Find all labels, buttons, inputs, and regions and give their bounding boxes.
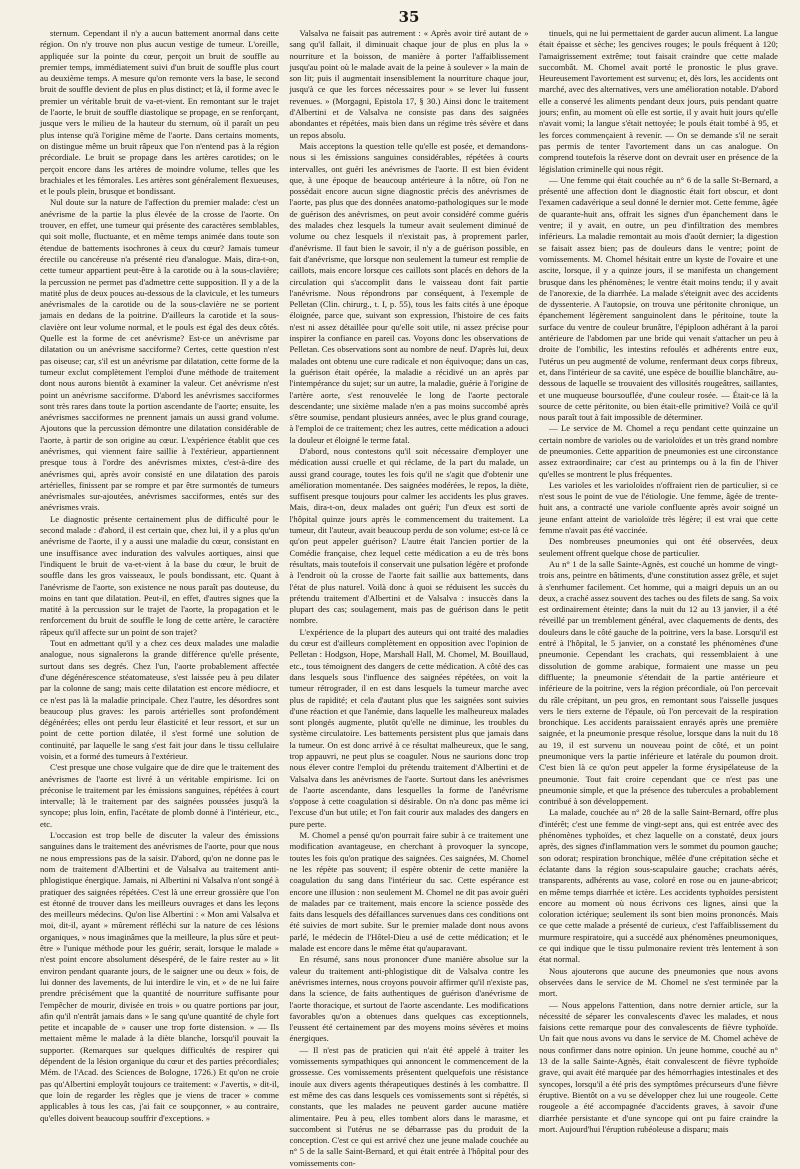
paragraph: — Nous appelons l'attention, dans notre dernier article, sur la nécessité de séparer les convalescents d'avec les malades, et nous faisions cette remarque pour des convalescents de fièvre typhoïde. Un fait que nous avons vu dans le service de M. Chomel achève de nous confirmer dans notre opinion. Un jeune homme, couché au n° 13 de la salle Sainte-Agnès, était convalescent de fièvre typhoïde grave, qui avait été marquée par des hémorrhagies intestinales et des syncopes, lorsqu'il a été pris des symptômes précurseurs d'une fièvre éruptive. Bientôt on a vu se développer chez lui une rougeole. Cette rougeole a été accompagnée d'accidents graves, à savoir d'une diarrhée persistante et d'une syncope qui ont pu faire craindre la mort. Aujourd'hui l'éruption rubéoleuse a disparu; mais [539, 999, 778, 1134]
paragraph: L'occasion est trop belle de discuter la valeur des émissions sanguines dans le traitement des anévrismes de l'aorte, pour que nous ne nous empressions pas de la saisir. D'abord, qu'on ne donne pas le nom de traitement d'Albertini et de Valsalva au traitement anti-phlogistique énergique. Jamais, ni Albertini ni Valsalva n'ont songé à pratiquer des saignées répétées. C'est là une erreur grossière que l'on est étonné de trouver dans les meilleurs ouvrages et dans les leçons des meilleurs médecins. Qu'on lise Albertini : « Mon ami Valsalva et moi, dit-il, ayant » mûrement réfléchi sur la nature de ces lésions organiques, » nous imaginâmes que la meilleure, la plus sûre et peut-être » l'unique méthode pour les guérir, serait, lorsque le malade » n'est point encore absolument désespéré, de le faire rester au » lit environ pendant quarante jours, de le saigner une ou deux » fois, de lui donner des lavements, de lui interdire le vin, et » de ne lui faire prendre précisément que la quantité de nourriture suffisante pour l'empêcher de mourir, divisée en trois » ou quatre portions par jour, afin qu'il n'entrât jamais dans » le sang qu'une quantité de chyle fort petite et incapable de » causer une trop forte distension. » — Ils mettaient même le malade à la diète blanche, lorsqu'il pouvait la supporter. (Remarques sur quelques difficultés de respirer qui dépendent de la lésion organique du cœur et des parties précordiales; Mém. de l'Acad. des Sciences de Bologne, 1726.) Et qu'on ne croie pas qu'Albertini employât toujours ce traitement: « J'avertis, » dit-il, que loin de regarder les règles que je viens de tracer » comme applicables à tous les cas, j'ai fait ce soupçonner, » au contraire, qu'elles doivent beaucoup souffrir d'exceptions. » [40, 830, 279, 1123]
paragraph: En résumé, sans nous prononcer d'une manière absolue sur la valeur du traitement anti-phlogistique dit de Valsalva contre les anévrismes internes, nous croyons pouvoir affirmer qu'il n'existe pas, dans la science, de faits authentiques de guérison d'anévrisme de l'aorte thoracique, et surtout de l'aorte ascendante. Les modifications favorables qu'on a obtenues dans quelques cas exceptionnels, l'eussent été certainement par des moyens moins sévères et moins énergiques. [289, 954, 529, 1044]
paragraph: Des nombreuses pneumonies qui ont été observées, deux seulement offrent quelque chose de particulier. [539, 536, 778, 558]
paragraph: — Le service de M. Chomel a reçu pendant cette quinzaine un certain nombre de varioles ou de varioloïdes et un très grand nombre de pneumonies. Cette apparition de pneumonies est une circonstance assez extraordinaire; car c'est au printemps ou à la fin de l'hiver qu'elles se montrent le plus fréquentes. [539, 423, 778, 479]
paragraph: La malade, couchée au n° 28 de la salle Saint-Bernard, offre plus d'intérêt; c'est une femme de vingt-sept ans, qui est entrée avec des phénomènes typhoïdes, et chez laquelle on a constaté, deux jours après, des signes d'inflammation vers le sommet du poumon gauche; son odorat; respiration bronchique, mêlée d'une crépitation sèche et éclatante dans la région sous-scapulaire gauche; crachats aérés, transparents, adhérents au vase, coloré en rose ou en jaune-abricot; en même temps diarrhée et ictère. Les accidents typhoïdes persistent encore au moment où nous écrivons ces lignes, ainsi que la coloration ictérique; seulement ils sont bien moins prononcés. Mais ce que cette malade a présenté de curieux, c'est l'affaiblissement du murmure respiratoire, qui a succédé aux phénomènes pneumoniques, ce qui indique que le tissu pulmonaire revient très lentement à son état normal. [539, 807, 778, 965]
text-column-right [539, 28, 778, 1134]
paragraph: Nul doute sur la nature de l'affection du premier malade: c'est un anévrisme de la partie la plus élevée de la crosse de l'aorte. On trouver, en effet, une tumeur qui présente des caractères semblables, qui soit molle, fluctuante, et en même temps animée dans toute son étendue de battements isochrones à ceux du cœur? Jamais tumeur érectile ou cancéreuse n'a présenté rieu d'analogue. Mais, dira-t-on, cette tumeur appartient peut-être à la carotide ou à la sous-clavière; la percussion ne permet pas d'admettre cette supposition. Il y a de la matité plus de deux pouces au-dessous de la clavicule, et les tumeurs anévrismales de la carotide ou de la sous-clavière ne se portent jamais en dedans de la poitrine. D'ailleurs la carotide et la sous-clavière ont leur volume normal, et le pouls est égal des deux côtés. Quelle est la forme de cet anévrisme? Est-ce un anévrisme par dilatation ou un anévrisme sacciforme? Certes, cette question n'est pas oiseuse; car, s'il est un anévrisme par dilatation, cette forme de la tumeur exclut complètement l'emploi d'une méthode de traitement dont nous aurons bientôt à examiner la valeur. Cet anévrisme n'est point un anévrisme sacciforme. D'abord les anévrismes sacciformes sont très rares dans toute la portion ascendante de l'aorte; ensuite, les anévrismes sacciformes ne prennent jamais un aussi grand volume. Ajoutons que la percussion démontre une dilatation considérable de l'aorte, à partir de son origine au cœur. L'expérience établit que ces anévrismes, qui viennent faire saillie à l'extérieur, appartiennent presque tous à l'ordre des anévrismes mixtes, c'est-à-dire des anévrismes qui, après avoir consisté en une dilatation des parois artérielles, finissent par se rompre et par être surmontés de tumeurs anévrismales sur-ajoutées, anévrismes sacciformes, entés sur des anévrismes vrais. [40, 197, 279, 513]
paragraph: — Il n'est pas de praticien qui n'ait été appelé à traiter les vomissements sympathiques qui annoncent le commencement de la grossesse. Ces vomissements présentent quelquefois une résistance inouïe aux divers agents thérapeutiques destinés à les combattre. Il est même des cas dans lesquels ces vomissements sont si répétés, si constants, que les malades ne peuvent garder aucune matière alimentaire. Peu à peu, elles tombent alors dans le marasme, et succombent si l'utérus ne se débarrasse pas du produit de la conception. C'est ce qui est arrivé chez une jeune malade couchée au n° 5 de la salle Saint-Bernard, et qui était entrée à l'hôpital pour des vomissements con- [289, 1044, 529, 1168]
text-column-left [40, 28, 279, 1123]
paragraph: Tout en admettant qu'il y a chez ces deux malades une maladie analogue, nous signalerons la grande différence qu'elle présente, surtout dans ses degrés. Chez l'un, l'aorte probablement affectée d'une dégénérescence stéatomateuse, s'est laissée peu à peu dilater par la colonne de sang; mais cette dilatation est encore médiocre, et ce n'est pas là la maladie principale. Chez l'autre, les désordres sont beaucoup plus graves: les parois artérielles sont profondément dégénérées; elles ont perdu leur élasticité et leur ressort, et sur un point de cette portion dilatée, il s'est formé une solution de continuité, par laquelle le sang s'est fait jour dans le tissu cellulaire voisin, et a formé des tumeurs à l'extérieur. [40, 638, 279, 761]
paragraph: Nous ajouterons que aucune des pneumonies que nous avons observées dans le service de M. Chomel ne s'est terminée par la mort. [539, 965, 778, 999]
paragraph: Le diagnostic présente certainement plus de difficulté pour le second malade : d'abord, il est certain que, chez lui, il y a plus qu'un anévrisme de l'aorte, il y a aussi une maladie du cœur, consistant en une insuffisance avec induration des valvules aortiques, ainsi que l'indiquent le bruit de va-et-vient à la base du cœur, le bruit de souffle dans les gros vaisseaux, le pouls bondissant, etc. Quant à l'anévrisme de l'aorte, son existence ne nous paraît pas douteuse, du moins en tant que dilatation. Peut-il, en effet, d'autres signes que la matité à la percussion sur le trajet de l'aorte, la propagation et le renforcement du bruit de souffle le long de cette artère, le caractère râpeux qu'il affecte sur un point de son trajet? [40, 513, 279, 637]
paragraph: tinuels, qui ne lui permettaient de garder aucun aliment. La langue était épaisse et sèche; les gencives rouges; le pouls fréquent à 120; l'amaigrissement extrême; tout faisait craindre que cette malade succombât. M. Chomel avait porté le pronostic le plus grave. Heureusement l'avortement est survenu; et, dès lors, les accidents ont marché, avec des alternatives, vers une amélioration notable. D'abord elle a conservé les aliments pendant deux jours, puis pendant quatre jours; enfin, au moment où elle est sortie, il y avait huit jours qu'elle n'avait vomi; la langue s'était nettoyée; le pouls était tombé à 95, et les forces commençaient à revenir. — On se demande s'il ne serait pas permis de tenter l'avortement dans un cas analogue. On comprend toutefois la réserve dont on devrait user en présence de la législation criminelle qui nous régit. [539, 28, 778, 174]
paragraph: Au n° 1 de la salle Sainte-Agnès, est couché un homme de vingt-trois ans, peintre en bâtiments, d'une constitution assez grêle, et sujet à s'enrhumer facilement. Cet homme, qui a maigri depuis un an ou deux, a craché assez souvent des taches ou des filets de sang. Sa voix est ordinairement éteinte; dans la nuit du 12 au 13 janvier, il a été réveillé par un tremblement général, avec claquements de dents, des douleurs dans le côté gauche de la poitrine, vers la base. Lorsqu'il est entré à l'hôpital, le 5 janvier, on a constaté les phénomènes d'une pneumonie. Cependant les crachats, qui ressemblaient à une dissolution de gomme arabique, formaient une masse un peu diffluente; la pneumonie s'étendait de la partie antérieure et inférieure de la poitrine, vers la région précordiale, où l'on percevait du râle crépitant, un peu gros, en remontant sous l'aisselle jusques vers le tiers externe de l'épaule, où l'on percevait de la respiration bronchique. Les accidents paraissaient enrayés après une première saignée, et la pneumonie presque résolue, lorsque dans la nuit du 18 au 19, il est survenu un nouveau point de côté, et un point pneumonique vers la partie inférieure et latérale du poumon droit. C'est bien là ce qu'on peut appeler la forme érysipélateuse de la pneumonie. Tout fait croire cependant que ce n'est pas une pneumonie simple, et que la présence des tubercules a probablement contribué à son développement. [539, 558, 778, 807]
paragraph: Valsalva ne faisait pas autrement : « Après avoir tiré autant de » sang qu'il fallait, il diminuait chaque jour de plus en plus la » nourriture et la boisson, de manière à porter l'affaiblissement jusqu'au point où le malade avait de la peine à soulever » la main de son lit; puis il augmentait insensiblement la nourriture chaque jour, jusqu'à ce que les forces nécessaires pour » se lever lui fussent revenues. » (Morgagni, Epistola 17, § 30.) Ainsi donc le traitement d'Albertini et de Valsalva ne consiste pas dans des saignées abondantes et répétées, mais bien dans un régime très sévère et dans un repos absolu. [289, 28, 529, 140]
paragraph: — Une femme qui était couchée au n° 6 de la salle St-Bernard, a présenté une affection dont le diagnostic était fort obscur, et dont l'examen cadavérique a seul donné le dernier mot. Cette femme, âgée de quarante-huit ans, offrait les signes d'un épanchement dans le ventre; il y avait, en outre, un peu d'infiltration des membres inférieurs. La maladie remontait au mois d'août dernier; la digestion se faisait assez bien; pas de douleurs dans le ventre; point de vomissements. M. Chomel hésitait entre un kyste de l'ovaire et une ascite, lorsque, il y a quinze jours, il se manifesta un changement brusque dans les phénomènes; le ventre était moins tendu; il y avait de l'anorexie, de la diarrhée. La malade s'éteignit avec des accidents de dyssenterie. A l'autopsie, on trouva une péritonite chronique, un épanchement légèrement sanguinolent dans le péritoine, toute la surface du ventre de couleur brunâtre, l'épiploon adhérant à la paroi antérieure de l'abdomen par une bride qui venait s'attacher un peu à droite de l'ombilic, les intestins refoulés et adhérents entre eux, l'utérus un peu augmenté de volume, renfermant deux corps fibreux, et, dans l'intérieur de sa cavité, une espèce de bouillie blanchâtre, au-dessous de laquelle se trouvaient des villosités rougeâtres, saillantes, et une muqueuse boursouflée, d'une couleur rosée. — Était-ce là la source de cette péritonite, ou bien était-elle primitive? Voilà ce qu'il nous paraît tout à fait impossible de déterminer. [539, 174, 778, 423]
paragraph: Mais acceptons la question telle qu'elle est posée, et demandons-nous si les émissions sanguines considérables, répétées à courts intervalles, ont guéri les anévrismes de l'aorte. Il est bien évident que, à une époque de beaucoup antérieure à la nôtre, où l'on ne possédait encore aucun signe diagnostic précis des anévrismes de l'aorte, pas plus que des données anatomo-pathologiques sur le mode de guérison des anévrismes, on peut avoir considéré comme guéris des malades chez lesquels la tumeur avait seulement diminué de volume ou chez lesquels il n'existait pas, à proprement parler, d'anévrisme. Il faut bien le savoir, il n'y a de guérison possible, en fait d'anévrisme, que lorsque non seulement la tumeur est remplie de caillots, mais encore lorsque ces caillots sont placés en dehors de la circulation qui s'accomplit dans le vaisseau dont fait partie l'anévrisme. Nous répondrons par conséquent, à l'exemple de Pelletan (Clin. chirurg., t. I, p. 55), tous les faits cités à une époque éloignée, parce que, suivant son expression, l'histoire de ces faits n'est ni assez détaillée pour qu'elle soit utile, ni assez précise pour inspirer la confiance en pareil cas. Voyons donc les observations de Pelletan. Ces observations sont au nombre de neuf. D'après lui, deux malades ont obtenu une cure radicale et non équivoque; dans un cas, la guérison était opérée, la maladie a récidivé un an après par l'intempérance du sujet; sur un autre, la maladie, guérie à l'origine de l'artère aorte, s'est renouvelée le long de l'aorte pectorale descendante; une sixième malade n'en a pas moins succombé après s'être soumise, pendant plusieurs années, avec le plus grand courage, à l'emploi de ce traitement; chez les autres, cette médication a adouci la douleur et éloigné le terme fatal. [289, 140, 529, 445]
paragraph: L'expérience de la plupart des auteurs qui ont traité des maladies du cœur est d'ailleurs complètement en opposition avec l'opinion de Pelletan : Hodgson, Hope, Marshall Hall, M. Chomel, M. Bouillaud, etc., tous témoignent des dangers de cette médication. A côté des cas dans lesquels sous l'influence des saignées répétées, on voit la tumeur rétrograder, il en est dans lesquels la tumeur marche avec plus de rapidité; et cela d'autant plus que les saignées sont suivies d'une réaction et que l'anémie, dans laquelle les malheureux malades sont plongés augmente, plutôt qu'elle ne diminue, les troubles du système circulatoire. Les battements persistent plus que jamais dans la tumeur. On est donc arrivé à ce résultat malheureux, que le sang, trop appauvri, ne peut plus se coaguler. Nous ne saurions donc trop nous élever contre l'emploi du prétendu traitement d'Albertini et de Valsalva dans les anévrismes de l'aorte. Surtout dans les anévrismes de l'aorte ascendante, dans lesquelles la forme de l'anévrisme s'oppose à cette coagulation si désirable. On n'a donc pas même ici l'excuse d'un but utile; et l'on fait courir aux malades des dangers en pure perte. [289, 626, 529, 829]
paragraph: M. Chomel a pensé qu'on pourrait faire subir à ce traitement une modification avantageuse, en cherchant à provoquer la syncope, toutes les fois qu'on pratique des saignées. Ces saignées, M. Chomel ne les répète pas souvent; il espère obtenir de cette manière la coagulation du sang dans l'intérieur du sac. Cette espérance est encore une illusion : non seulement M. Chomel ne dit pas avoir guéri de malades par ce traitement, mais encore la science possède des faits dans lesquels des défaillances survenues dans ces conditions ont été suivies de mort subite. Sur le premier malade dont nous avons parlé, le médecin de l'Hôtel-Dieu a usé de cette médication; et le malade est encore dans le même état qu'auparavant. [289, 830, 529, 954]
text-columns [40, 28, 778, 1168]
paragraph: sternum. Cependant il n'y a aucun battement anormal dans cette région. On n'y trouve non plus aucun vestige de tumeur. L'oreille, appliquée sur la pointe du cœur, perçoit un bruit de souffle au premier temps, immédiatement suivi d'un bruit de souffle plus court au deuxième temps. A mesure qu'on remonte vers la base, le second bruit de souffle devient de plus en plus distinct; et là, il forme avec le premier un véritable bruit de va-et-vient. En remontant sur le trajet de l'aorte, le bruit de souffle diastolique se propage, en se renforçant, jusque vers le milieu de la hauteur du sternum, où il paraît un peu plus intense qu'à l'origine même de l'aorte. Dans certains moments, on distingue même un bruit râpeux que l'on n'entend pas à la région précordiale. Le bruit se propage dans les artères carotides; on le perçoit encore dans les artères de moindre volume, telles que les brachiales et les fémorales. Les artères sont généralement flexueuses, et le pouls plein, brusque et bondissant. [40, 28, 279, 197]
paragraph: D'abord, nous contestons qu'il soit nécessaire d'employer une médication aussi cruelle et qui réclame, de la part du malade, un aussi grand courage, toutes les fois qu'il ne s'agit que d'obtenir une amélioration momentanée. Des saignées modérées, le repos, la diète, suffisent presque toujours pour calmer les accidents les plus graves. Mais, dira-t-on, deux malades ont guéri; l'un d'eux est sorti de l'hôpital quinze jours après le commencement du traitement. La tumeur, dit l'auteur, avait beaucoup perdu de son volume; est-ce là ce qu'on peut appeler guérison? L'autre était l'ancien portier de la Comédie française, chez lequel cette médication a eu de très bons résultats, mais toutefois il conservait une pulsation légère et profonde à l'endroit où la crosse de l'aorte fait saillie aux battements, dans l'état de plus naturel. Voilà donc à quoi se réduisent les succès du prétendu traitement d'Albertini et de Valsalva : insuccès dans la plupart des cas; soulagement, mais pas de guérison dans le petit nombre. [289, 445, 529, 626]
text-column-middle [289, 28, 529, 1168]
paragraph: C'est presque une chose vulgaire que de dire que le traitement des anévrismes de l'aorte est livré à un véritable empirisme. Ici on préconise le traitement par les émissions sanguines, répétées à court intervalle; là le traitement par des saignées poussées jusqu'à la syncope; plus loin, enfin, l'acétate de plomb donné à l'intérieur, etc., etc. [40, 762, 279, 829]
page-number: 35 [398, 8, 420, 26]
paragraph: Les varioles et les varioloïdes n'offraient rien de particulier, si ce n'est sous le point de vue de l'étiologie. Une femme, âgée de trente-huit ans, a contracté une variole confluente après avoir soigné un jeune enfant atteint de varioloïde très légère; il est vrai que cette femme n'avait pas été vaccinée. [539, 479, 778, 536]
